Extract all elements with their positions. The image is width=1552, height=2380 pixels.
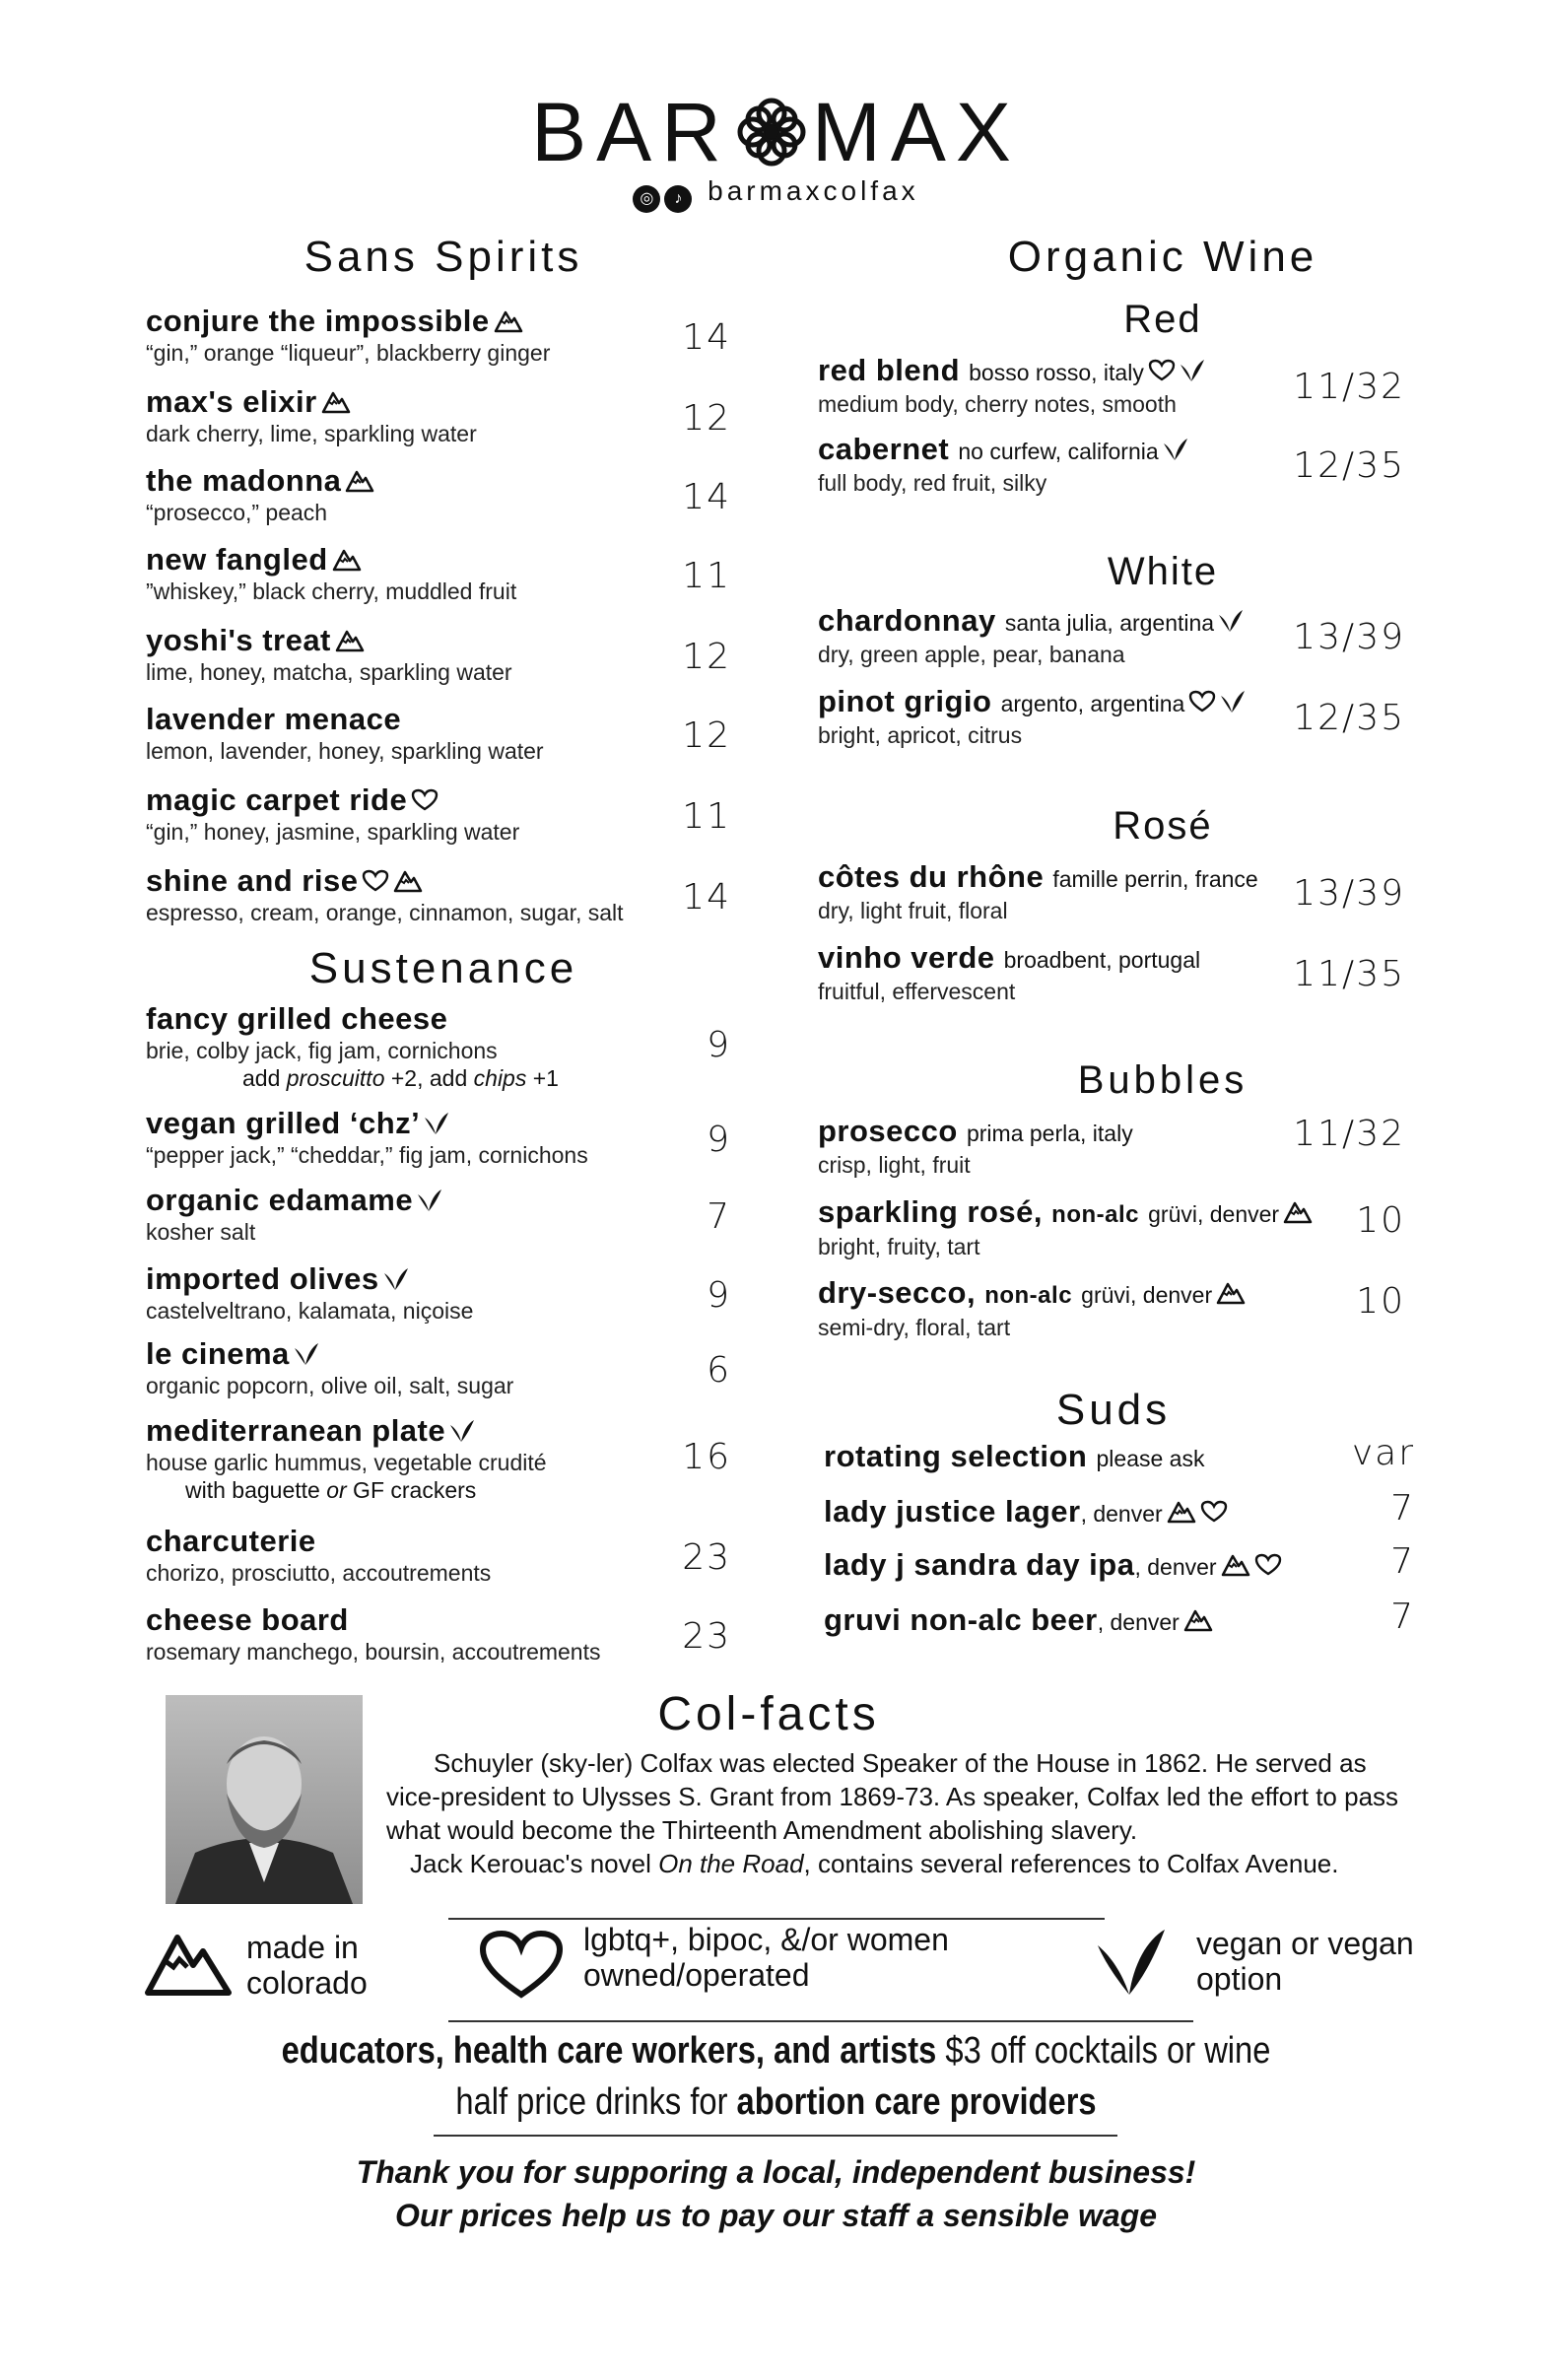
item-origin: prima perla, italy bbox=[966, 1121, 1133, 1146]
item-price: 12 bbox=[682, 715, 731, 756]
item-name-line bbox=[146, 1413, 547, 1449]
item-price: 7 bbox=[1390, 1541, 1415, 1582]
item-price: 9 bbox=[707, 1275, 731, 1316]
addon-text: with baguette bbox=[185, 1477, 327, 1503]
leaf-icon bbox=[1220, 690, 1246, 714]
item-name-line bbox=[818, 1275, 1246, 1314]
item-name: cheese board bbox=[146, 1602, 349, 1637]
item-name: côtes du rhône bbox=[818, 859, 1045, 894]
item-name-line bbox=[818, 859, 1258, 897]
item-price: var bbox=[1351, 1433, 1415, 1473]
item-description: medium body, cherry notes, smooth bbox=[818, 391, 1177, 417]
item-price: 10 bbox=[1356, 1200, 1405, 1241]
item-name: mediterranean plate bbox=[146, 1413, 446, 1448]
item-name-line bbox=[146, 1183, 442, 1218]
heart-icon bbox=[1188, 690, 1216, 714]
item-origin: , denver bbox=[1097, 1609, 1180, 1635]
item-price: 23 bbox=[682, 1616, 731, 1657]
item-price: 7 bbox=[707, 1196, 731, 1237]
discount-line-1: educators, health care workers, and artists $3 off cocktails or wine bbox=[281, 2030, 1271, 2072]
menu-item bbox=[146, 702, 544, 765]
menu-item bbox=[146, 863, 624, 926]
item-tag: non-alc bbox=[1051, 1201, 1139, 1228]
legend-colorado: made in colorado bbox=[246, 1930, 368, 2001]
item-origin: please ask bbox=[1096, 1446, 1205, 1471]
item-name-line bbox=[146, 542, 516, 578]
item-name-line bbox=[146, 1106, 588, 1141]
item-name: le cinema bbox=[146, 1336, 290, 1371]
item-price: 11/32 bbox=[1293, 1114, 1405, 1154]
item-name: yoshi's treat bbox=[146, 623, 331, 657]
item-price: 14 bbox=[682, 877, 731, 918]
item-price: 12/35 bbox=[1293, 698, 1405, 738]
heart-icon bbox=[1148, 359, 1176, 382]
item-name: imported olives bbox=[146, 1261, 379, 1296]
item-addons bbox=[146, 1476, 547, 1504]
item-name: conjure the impossible bbox=[146, 304, 490, 338]
menu-item bbox=[818, 859, 1258, 924]
item-name: lady justice lager bbox=[824, 1494, 1081, 1529]
mountain-icon bbox=[1221, 1553, 1250, 1577]
addon-text: +1 bbox=[526, 1065, 559, 1091]
item-name: sparkling rosé, bbox=[818, 1194, 1044, 1229]
item-price: 16 bbox=[682, 1437, 731, 1477]
item-name: lady j sandra day ipa bbox=[824, 1547, 1135, 1582]
divider bbox=[448, 2020, 1193, 2022]
item-name: gruvi non-alc beer bbox=[824, 1602, 1098, 1637]
menu-item bbox=[818, 353, 1205, 418]
leaf-icon bbox=[1180, 359, 1205, 382]
item-name-line bbox=[146, 1001, 559, 1037]
item-name: vegan grilled ‘chz’ bbox=[146, 1106, 421, 1140]
leaf-icon bbox=[417, 1189, 442, 1212]
menu-item bbox=[818, 1275, 1246, 1341]
menu-item bbox=[146, 1336, 513, 1399]
sustenance-title: Sustenance bbox=[308, 944, 578, 992]
item-name-line bbox=[818, 940, 1200, 978]
menu-item bbox=[146, 1413, 547, 1504]
item-origin: , denver bbox=[1080, 1501, 1163, 1527]
item-description: crisp, light, fruit bbox=[818, 1152, 971, 1178]
item-description: castelveltrano, kalamata, niçoise bbox=[146, 1298, 474, 1324]
item-name-line bbox=[818, 432, 1188, 469]
item-name: dry-secco, bbox=[818, 1275, 977, 1310]
menu-item bbox=[824, 1494, 1228, 1531]
menu-item bbox=[146, 304, 550, 367]
item-description: dark cherry, lime, sparkling water bbox=[146, 421, 477, 446]
mountain-icon bbox=[1283, 1200, 1313, 1224]
leaf-icon bbox=[424, 1112, 449, 1135]
menu-item bbox=[146, 1106, 588, 1169]
item-name-line bbox=[146, 863, 624, 899]
item-description: “gin,” orange “liqueur”, blackberry ginger bbox=[146, 340, 551, 366]
item-name-line bbox=[824, 1439, 1204, 1476]
addon-em: chips bbox=[473, 1065, 527, 1091]
thanks-line-1: Thank you for supporing a local, independent business! bbox=[356, 2154, 1196, 2190]
item-description: rosemary manchego, boursin, accoutrements bbox=[146, 1639, 601, 1665]
item-description: bright, apricot, citrus bbox=[818, 722, 1023, 748]
item-description: bright, fruity, tart bbox=[818, 1234, 980, 1259]
item-description: “prosecco,” peach bbox=[146, 500, 328, 525]
item-description: kosher salt bbox=[146, 1219, 256, 1245]
item-name-line bbox=[146, 782, 519, 818]
item-name-line bbox=[146, 1261, 473, 1297]
item-price: 14 bbox=[682, 477, 731, 517]
colfacts-paragraph-1: Schuyler (sky-ler) Colfax was elected Speaker of the House in 1862. He served as vice-president to Ulysses S. Grant from 1869-73. As speaker, Colfax led the effort to pass what would become the Thirteenth Amendment abolishing slavery. bbox=[386, 1748, 1399, 1845]
item-name: red blend bbox=[818, 353, 961, 387]
addon-text: GF crackers bbox=[346, 1477, 477, 1503]
item-description: “pepper jack,” “cheddar,” fig jam, cornichons bbox=[146, 1142, 588, 1168]
menu-item bbox=[824, 1439, 1204, 1476]
item-name: vinho verde bbox=[818, 940, 995, 975]
leaf-icon bbox=[294, 1342, 319, 1366]
menu-item bbox=[818, 432, 1188, 497]
item-price: 12/35 bbox=[1293, 445, 1405, 486]
menu-item bbox=[824, 1547, 1282, 1585]
item-origin: no curfew, california bbox=[958, 439, 1159, 464]
menu-item bbox=[146, 623, 512, 686]
bubbles-title: Bubbles bbox=[1077, 1058, 1248, 1102]
mountain-icon bbox=[345, 469, 374, 493]
menu-item bbox=[818, 603, 1244, 668]
item-name: charcuterie bbox=[146, 1524, 316, 1558]
item-name: fancy grilled cheese bbox=[146, 1001, 448, 1036]
mountain-icon bbox=[1183, 1608, 1213, 1632]
item-price: 9 bbox=[707, 1120, 731, 1160]
item-price: 7 bbox=[1390, 1488, 1415, 1529]
item-origin: grüvi, denver bbox=[1081, 1282, 1213, 1308]
mountain-icon bbox=[144, 1930, 233, 2002]
item-price: 23 bbox=[682, 1537, 731, 1578]
menu-item bbox=[146, 1183, 442, 1246]
suds-title: Suds bbox=[1055, 1386, 1172, 1434]
item-price: 11 bbox=[682, 796, 731, 837]
legend-vegan: vegan or vegan option bbox=[1196, 1926, 1414, 1997]
item-price: 11/35 bbox=[1293, 954, 1405, 994]
brand-logo bbox=[0, 86, 1552, 178]
item-origin: bosso rosso, italy bbox=[969, 360, 1144, 385]
handle-text: barmaxcolfax bbox=[708, 175, 919, 206]
item-name-line bbox=[146, 623, 512, 658]
item-name-line bbox=[146, 1336, 513, 1372]
item-name: max's elixir bbox=[146, 384, 317, 419]
organic-wine-title: Organic Wine bbox=[1007, 233, 1318, 281]
menu-item bbox=[818, 1194, 1313, 1260]
item-name-line bbox=[824, 1494, 1228, 1531]
item-price: 6 bbox=[707, 1350, 731, 1391]
item-origin: broadbent, portugal bbox=[1003, 947, 1201, 973]
item-origin: , denver bbox=[1134, 1554, 1217, 1580]
item-origin: grüvi, denver bbox=[1148, 1201, 1280, 1227]
item-description: ”whiskey,” black cherry, muddled fruit bbox=[146, 578, 517, 604]
item-price: 12 bbox=[682, 637, 731, 677]
brand-left: BAR bbox=[531, 86, 731, 178]
menu-item bbox=[818, 684, 1246, 749]
social-handle bbox=[0, 175, 1552, 213]
heart-icon bbox=[362, 869, 389, 893]
item-description: dry, light fruit, floral bbox=[818, 898, 1008, 923]
item-origin: santa julia, argentina bbox=[1004, 610, 1215, 636]
item-description: “gin,” honey, jasmine, sparkling water bbox=[146, 819, 520, 845]
item-name: magic carpet ride bbox=[146, 782, 408, 817]
item-name-line bbox=[818, 1194, 1313, 1233]
item-price: 7 bbox=[1390, 1597, 1415, 1637]
flower-icon bbox=[737, 97, 806, 166]
item-addons bbox=[146, 1064, 559, 1092]
item-name-line bbox=[824, 1547, 1282, 1585]
mountain-icon bbox=[494, 309, 523, 333]
menu-item bbox=[146, 384, 477, 447]
item-description: lemon, lavender, honey, sparkling water bbox=[146, 738, 544, 764]
item-name: shine and rise bbox=[146, 863, 359, 898]
colfacts-title: Col-facts bbox=[657, 1688, 880, 1740]
addon-em: proscuitto bbox=[286, 1065, 385, 1091]
item-name: chardonnay bbox=[818, 603, 996, 638]
item-name: rotating selection bbox=[824, 1439, 1088, 1473]
item-description: full body, red fruit, silky bbox=[818, 470, 1047, 496]
item-name: prosecco bbox=[818, 1114, 958, 1148]
item-price: 14 bbox=[682, 317, 731, 358]
heart-icon bbox=[1254, 1553, 1282, 1577]
leaf-icon bbox=[1094, 1926, 1169, 2002]
menu-item bbox=[818, 940, 1200, 1005]
mountain-icon bbox=[321, 390, 351, 414]
thanks-line-2: Our prices help us to pay our staff a sensible wage bbox=[395, 2198, 1157, 2233]
menu-item bbox=[818, 1114, 1133, 1179]
mountain-icon bbox=[393, 869, 423, 893]
brand-right: MAX bbox=[811, 86, 1021, 178]
heart-icon bbox=[1200, 1500, 1228, 1524]
item-name-line bbox=[818, 603, 1244, 641]
white-title: White bbox=[1107, 550, 1219, 593]
item-origin: famille perrin, france bbox=[1052, 866, 1258, 892]
instagram-icon: ◎ bbox=[633, 185, 660, 213]
item-name-line bbox=[818, 353, 1205, 390]
leaf-icon bbox=[383, 1267, 409, 1291]
colfacts-paragraph-2: Jack Kerouac's novel On the Road, contains several references to Colfax Avenue. bbox=[410, 1849, 1339, 1878]
menu-item bbox=[146, 1602, 601, 1666]
menu-item bbox=[146, 1524, 491, 1587]
item-description: organic popcorn, olive oil, salt, sugar bbox=[146, 1373, 514, 1398]
colfax-portrait bbox=[166, 1695, 363, 1904]
item-origin: argento, argentina bbox=[1000, 691, 1185, 716]
item-name: pinot grigio bbox=[818, 684, 992, 718]
discount-line-2: half price drinks for abortion care providers bbox=[455, 2081, 1097, 2123]
mountain-icon bbox=[332, 548, 362, 572]
mountain-icon bbox=[335, 629, 365, 652]
item-name: organic edamame bbox=[146, 1183, 414, 1217]
item-description: semi-dry, floral, tart bbox=[818, 1315, 1011, 1340]
item-name: cabernet bbox=[818, 432, 950, 466]
item-name: the madonna bbox=[146, 463, 342, 498]
item-description: brie, colby jack, fig jam, cornichons bbox=[146, 1038, 498, 1063]
item-name-line bbox=[146, 463, 374, 499]
item-price: 10 bbox=[1356, 1281, 1405, 1322]
sans-spirits-title: Sans Spirits bbox=[304, 233, 583, 281]
menu-item bbox=[146, 542, 516, 605]
item-name-line bbox=[146, 1602, 601, 1638]
heart-icon bbox=[411, 788, 439, 812]
legend-heart: lgbtq+, bipoc, &/or women owned/operated bbox=[583, 1922, 949, 1993]
addon-text: +2, add bbox=[384, 1065, 474, 1091]
menu-item bbox=[824, 1602, 1213, 1640]
item-name-line bbox=[146, 304, 550, 339]
item-price: 11/32 bbox=[1293, 367, 1405, 407]
leaf-icon bbox=[1218, 609, 1244, 633]
menu-item bbox=[146, 782, 519, 846]
leaf-icon bbox=[1163, 438, 1188, 461]
item-description: house garlic hummus, vegetable crudité bbox=[146, 1450, 547, 1475]
item-name-line bbox=[818, 1114, 1133, 1151]
menu-item bbox=[146, 463, 374, 526]
item-description: dry, green apple, pear, banana bbox=[818, 642, 1125, 667]
heart-icon bbox=[479, 1930, 564, 2006]
rose-title: Rosé bbox=[1113, 804, 1213, 848]
item-description: fruitful, effervescent bbox=[818, 979, 1016, 1004]
item-tag: non-alc bbox=[984, 1282, 1073, 1309]
tiktok-icon: ♪ bbox=[664, 185, 692, 213]
item-price: 11 bbox=[682, 556, 731, 596]
item-price: 13/39 bbox=[1293, 873, 1405, 914]
addon-text: add bbox=[242, 1065, 287, 1091]
item-description: espresso, cream, orange, cinnamon, sugar, salt bbox=[146, 900, 624, 925]
item-name-line bbox=[146, 1524, 491, 1559]
item-price: 12 bbox=[682, 398, 731, 439]
red-title: Red bbox=[1123, 298, 1202, 341]
addon-em: or bbox=[326, 1477, 347, 1503]
leaf-icon bbox=[449, 1419, 475, 1443]
menu-item bbox=[146, 1001, 559, 1092]
item-name-line bbox=[146, 702, 544, 737]
item-name: new fangled bbox=[146, 542, 328, 577]
item-name-line bbox=[146, 384, 477, 420]
item-name: lavender menace bbox=[146, 702, 402, 736]
item-description: lime, honey, matcha, sparkling water bbox=[146, 659, 512, 685]
mountain-icon bbox=[1216, 1281, 1246, 1305]
item-price: 9 bbox=[707, 1025, 731, 1065]
item-description: chorizo, prosciutto, accoutrements bbox=[146, 1560, 492, 1586]
menu-item bbox=[146, 1261, 473, 1325]
item-name-line bbox=[818, 684, 1246, 721]
divider bbox=[448, 1918, 1105, 1920]
item-price: 13/39 bbox=[1293, 617, 1405, 657]
divider bbox=[434, 2135, 1117, 2137]
colfacts-text bbox=[386, 1746, 1411, 1880]
item-name-line bbox=[824, 1602, 1213, 1640]
mountain-icon bbox=[1167, 1500, 1196, 1524]
